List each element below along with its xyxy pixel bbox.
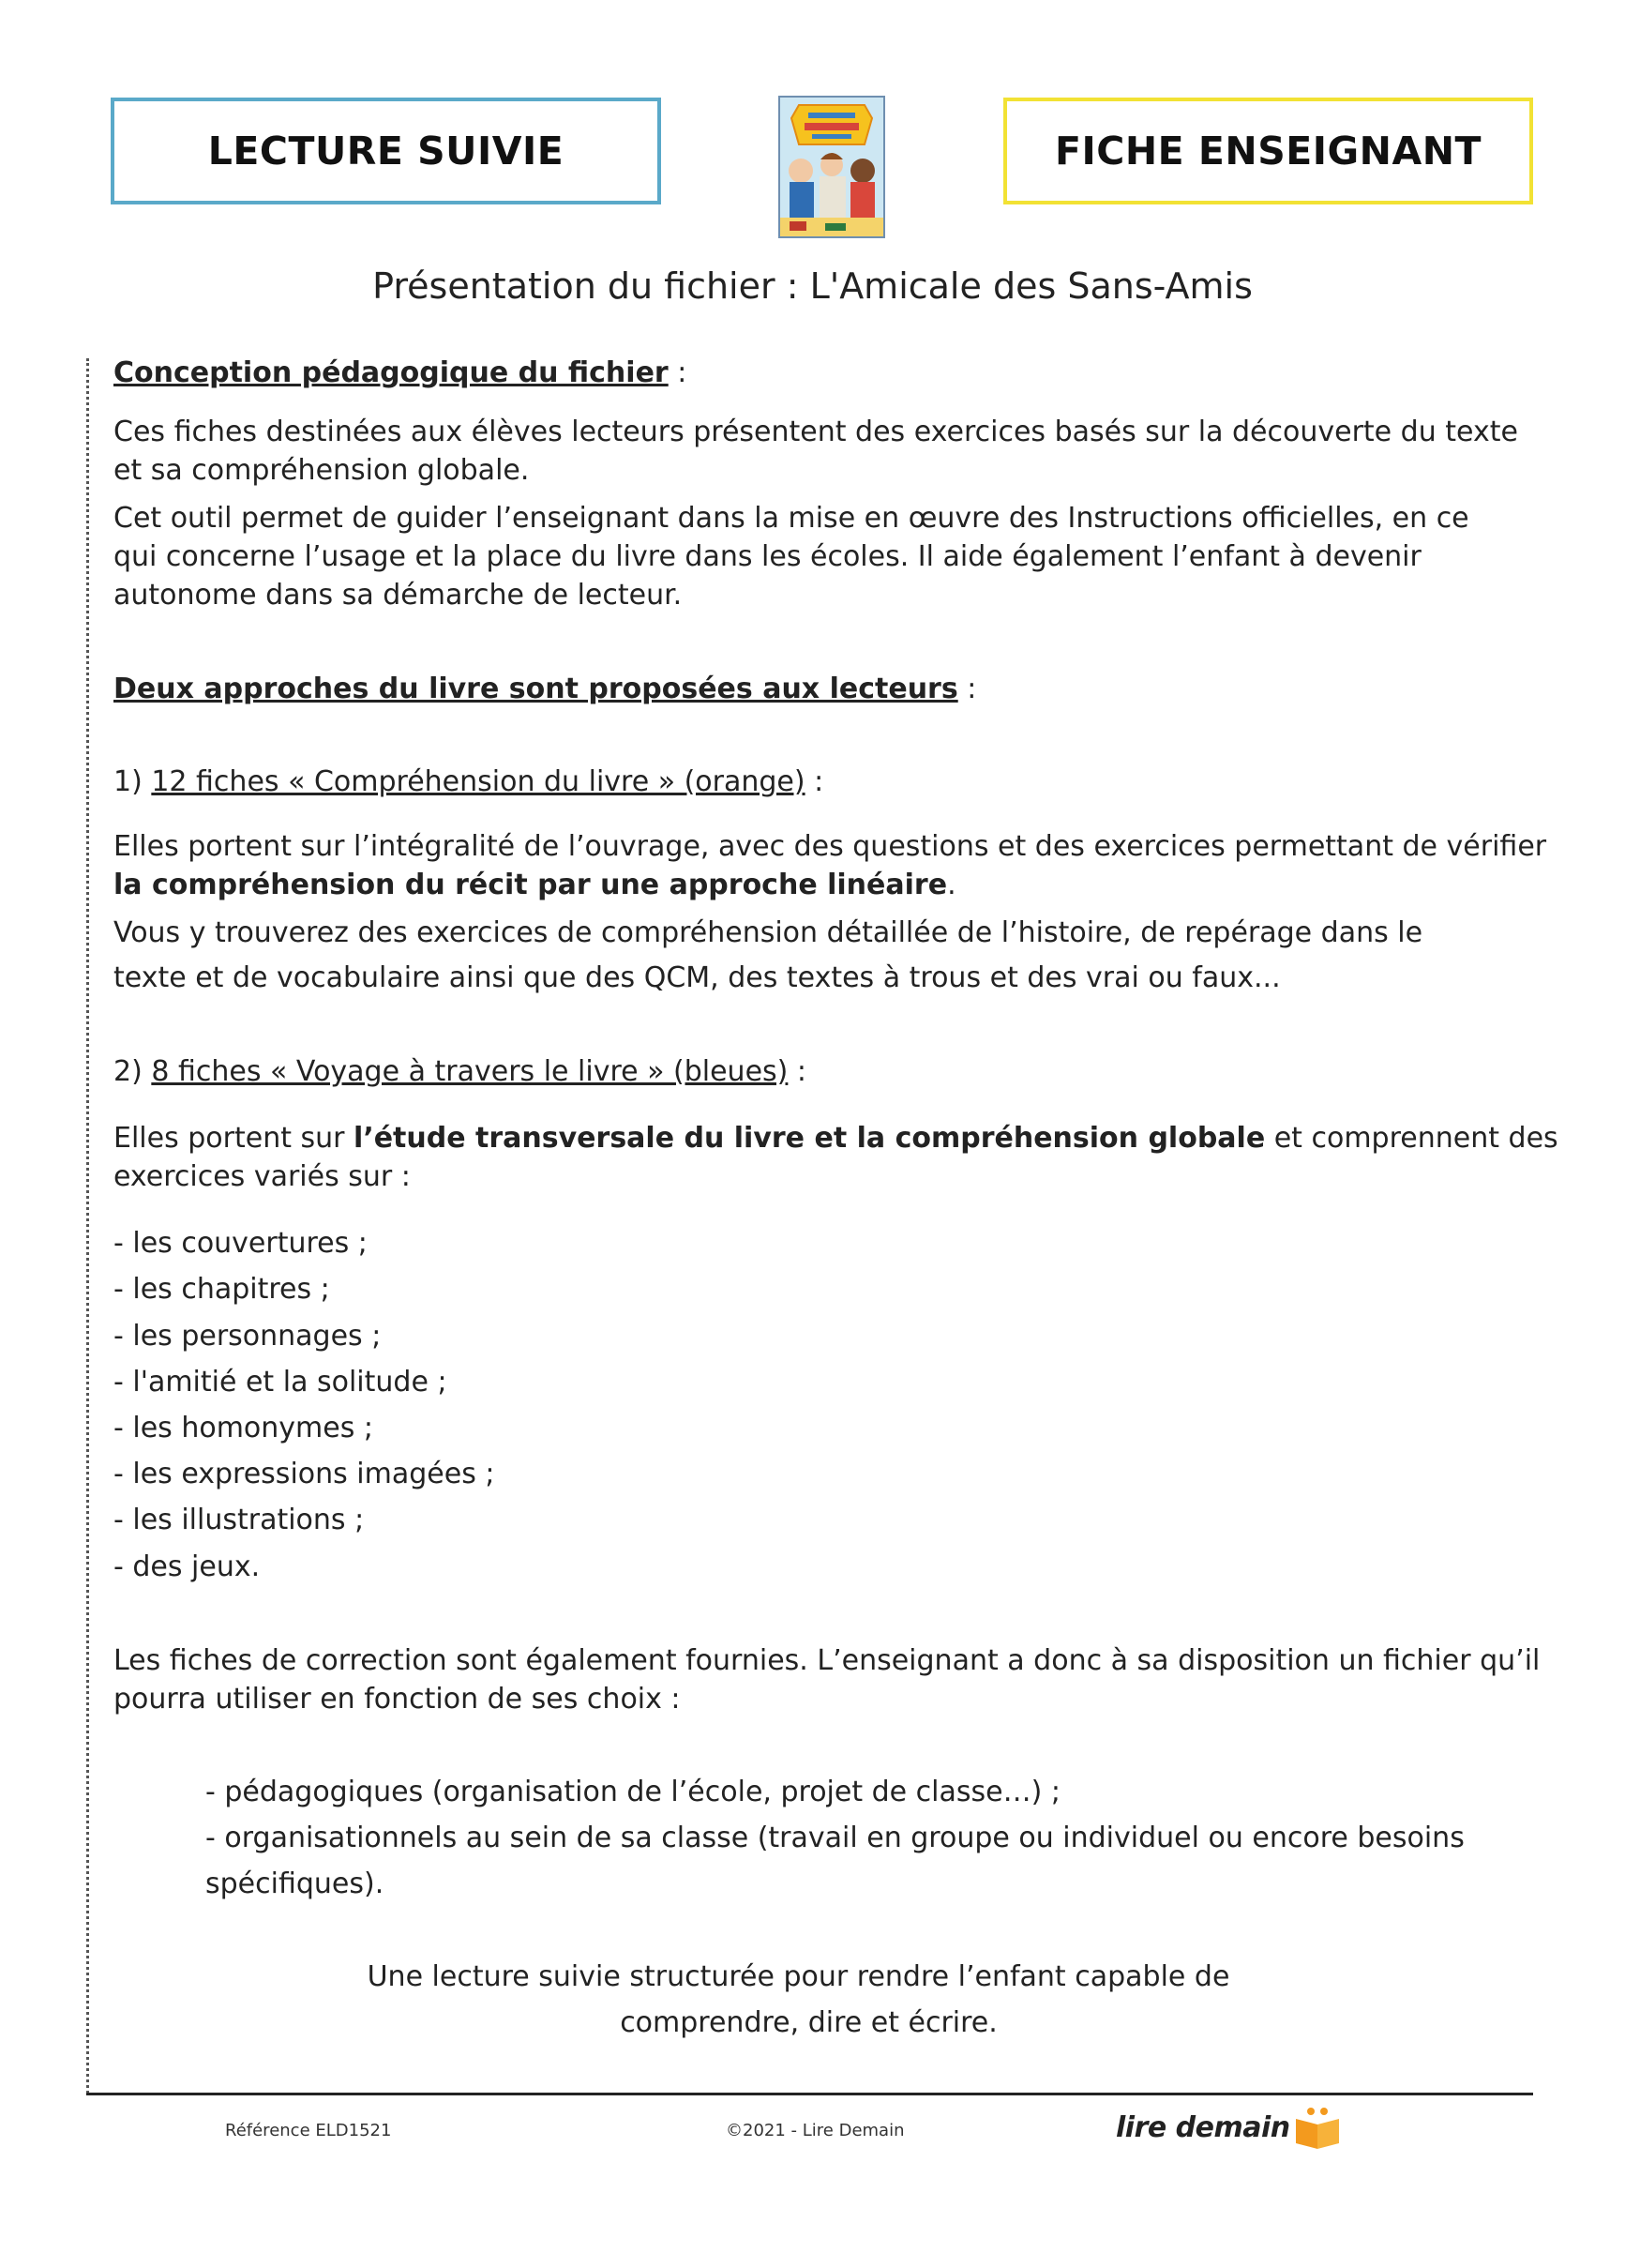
left-dotted-rule: [86, 358, 89, 2094]
approach-number: 1): [113, 765, 152, 798]
paragraph-line: Elles portent sur l’intégralité de l’ouvrage, avec des questions et des exercices permettant de vérifier: [113, 830, 1547, 863]
approach-suffix: :: [788, 1055, 807, 1088]
list-item: - les chapitres ;: [113, 1273, 330, 1306]
choice-item: spécifiques).: [205, 1867, 384, 1900]
closing-line: [0, 1958, 1625, 1997]
footer-rule: [86, 2093, 1533, 2095]
text-run: .: [947, 869, 956, 901]
list-item: - les illustrations ;: [113, 1504, 365, 1536]
bold-phrase: l’étude transversale du livre et la compréhension globale: [354, 1122, 1266, 1155]
paragraph-line: [113, 866, 956, 905]
section-heading: Conception pédagogique du fichier: [113, 356, 669, 389]
approach-1-title: [113, 763, 823, 802]
list-item: - les personnages ;: [113, 1320, 382, 1353]
approach-label: 12 fiches « Compréhension du livre » (orange): [151, 765, 805, 798]
paragraph-line: texte et de vocabulaire ainsi que des QCM, des textes à trous et des vrai ou faux...: [113, 961, 1281, 994]
section-conception: [113, 354, 686, 393]
approach-number: 2): [113, 1055, 152, 1088]
book-logo-icon: [1292, 2104, 1343, 2151]
header-right-box: [1003, 98, 1533, 204]
choice-item: - pédagogiques (organisation de l’école, projet de classe…) ;: [205, 1776, 1061, 1808]
text-run: et comprennent des: [1265, 1122, 1558, 1155]
book-cover-image: [778, 96, 885, 238]
logo-text: lire demain: [1116, 2110, 1290, 2144]
choice-item: - organisationnels au sein de sa classe (travail en groupe ou individuel ou encore besoins: [205, 1822, 1465, 1854]
header-left-box: [111, 98, 661, 204]
approach-2-title: [113, 1052, 806, 1092]
approach-label: 8 fiches « Voyage à travers le livre » (bleues): [151, 1055, 789, 1088]
list-item: - des jeux.: [113, 1550, 261, 1583]
book-cover-illustration: [780, 98, 883, 236]
header-right-label: FICHE ENSEIGNANT: [1054, 129, 1482, 174]
footer-logo: [1116, 2104, 1343, 2151]
paragraph-line: Les fiches de correction sont également fournies. L’enseignant a donc à sa disposition un fichier qu’il: [113, 1644, 1541, 1677]
paragraph-line: Vous y trouverez des exercices de compréhension détaillée de l’histoire, de repérage dans le: [113, 916, 1423, 949]
bold-phrase: la compréhension du récit par une approche linéaire: [113, 869, 948, 901]
section-approches: [113, 670, 976, 709]
heading-suffix: :: [668, 356, 687, 389]
page-title: Présentation du fichier : L'Amicale des Sans-Amis: [372, 265, 1253, 307]
paragraph-line: autonome dans sa démarche de lecteur.: [113, 579, 683, 612]
paragraph-line: qui concerne l’usage et la place du livre dans les écoles. Il aide également l’enfant à devenir: [113, 540, 1422, 573]
footer-reference: Référence ELD1521: [225, 2121, 392, 2140]
list-item: - les couvertures ;: [113, 1227, 368, 1260]
header-left-label: LECTURE SUIVIE: [207, 129, 564, 174]
closing-text: comprendre, dire et écrire.: [620, 2006, 998, 2039]
heading-suffix: :: [957, 673, 977, 705]
closing-line: [0, 2003, 1625, 2043]
approach-suffix: :: [805, 765, 824, 798]
footer-copyright: ©2021 - Lire Demain: [726, 2121, 905, 2140]
text-run: Elles portent sur: [113, 1122, 354, 1155]
section-heading: Deux approches du livre sont proposées aux lecteurs: [113, 673, 958, 705]
paragraph-line: et sa compréhension globale.: [113, 454, 530, 487]
paragraph-line: exercices variés sur :: [113, 1160, 411, 1193]
closing-text: Une lecture suivie structurée pour rendre l’enfant capable de: [367, 1960, 1230, 1993]
paragraph-line: pourra utiliser en fonction de ses choix :: [113, 1683, 681, 1716]
list-item: - les expressions imagées ;: [113, 1458, 495, 1490]
paragraph-line: Ces fiches destinées aux élèves lecteurs présentent des exercices basés sur la découverte du texte: [113, 416, 1518, 448]
paragraph-line: Cet outil permet de guider l’enseignant dans la mise en œuvre des Instructions officielles, en ce: [113, 502, 1469, 535]
list-item: - l'amitié et la solitude ;: [113, 1366, 447, 1399]
paragraph-line: [113, 1119, 1558, 1158]
list-item: - les homonymes ;: [113, 1412, 373, 1444]
